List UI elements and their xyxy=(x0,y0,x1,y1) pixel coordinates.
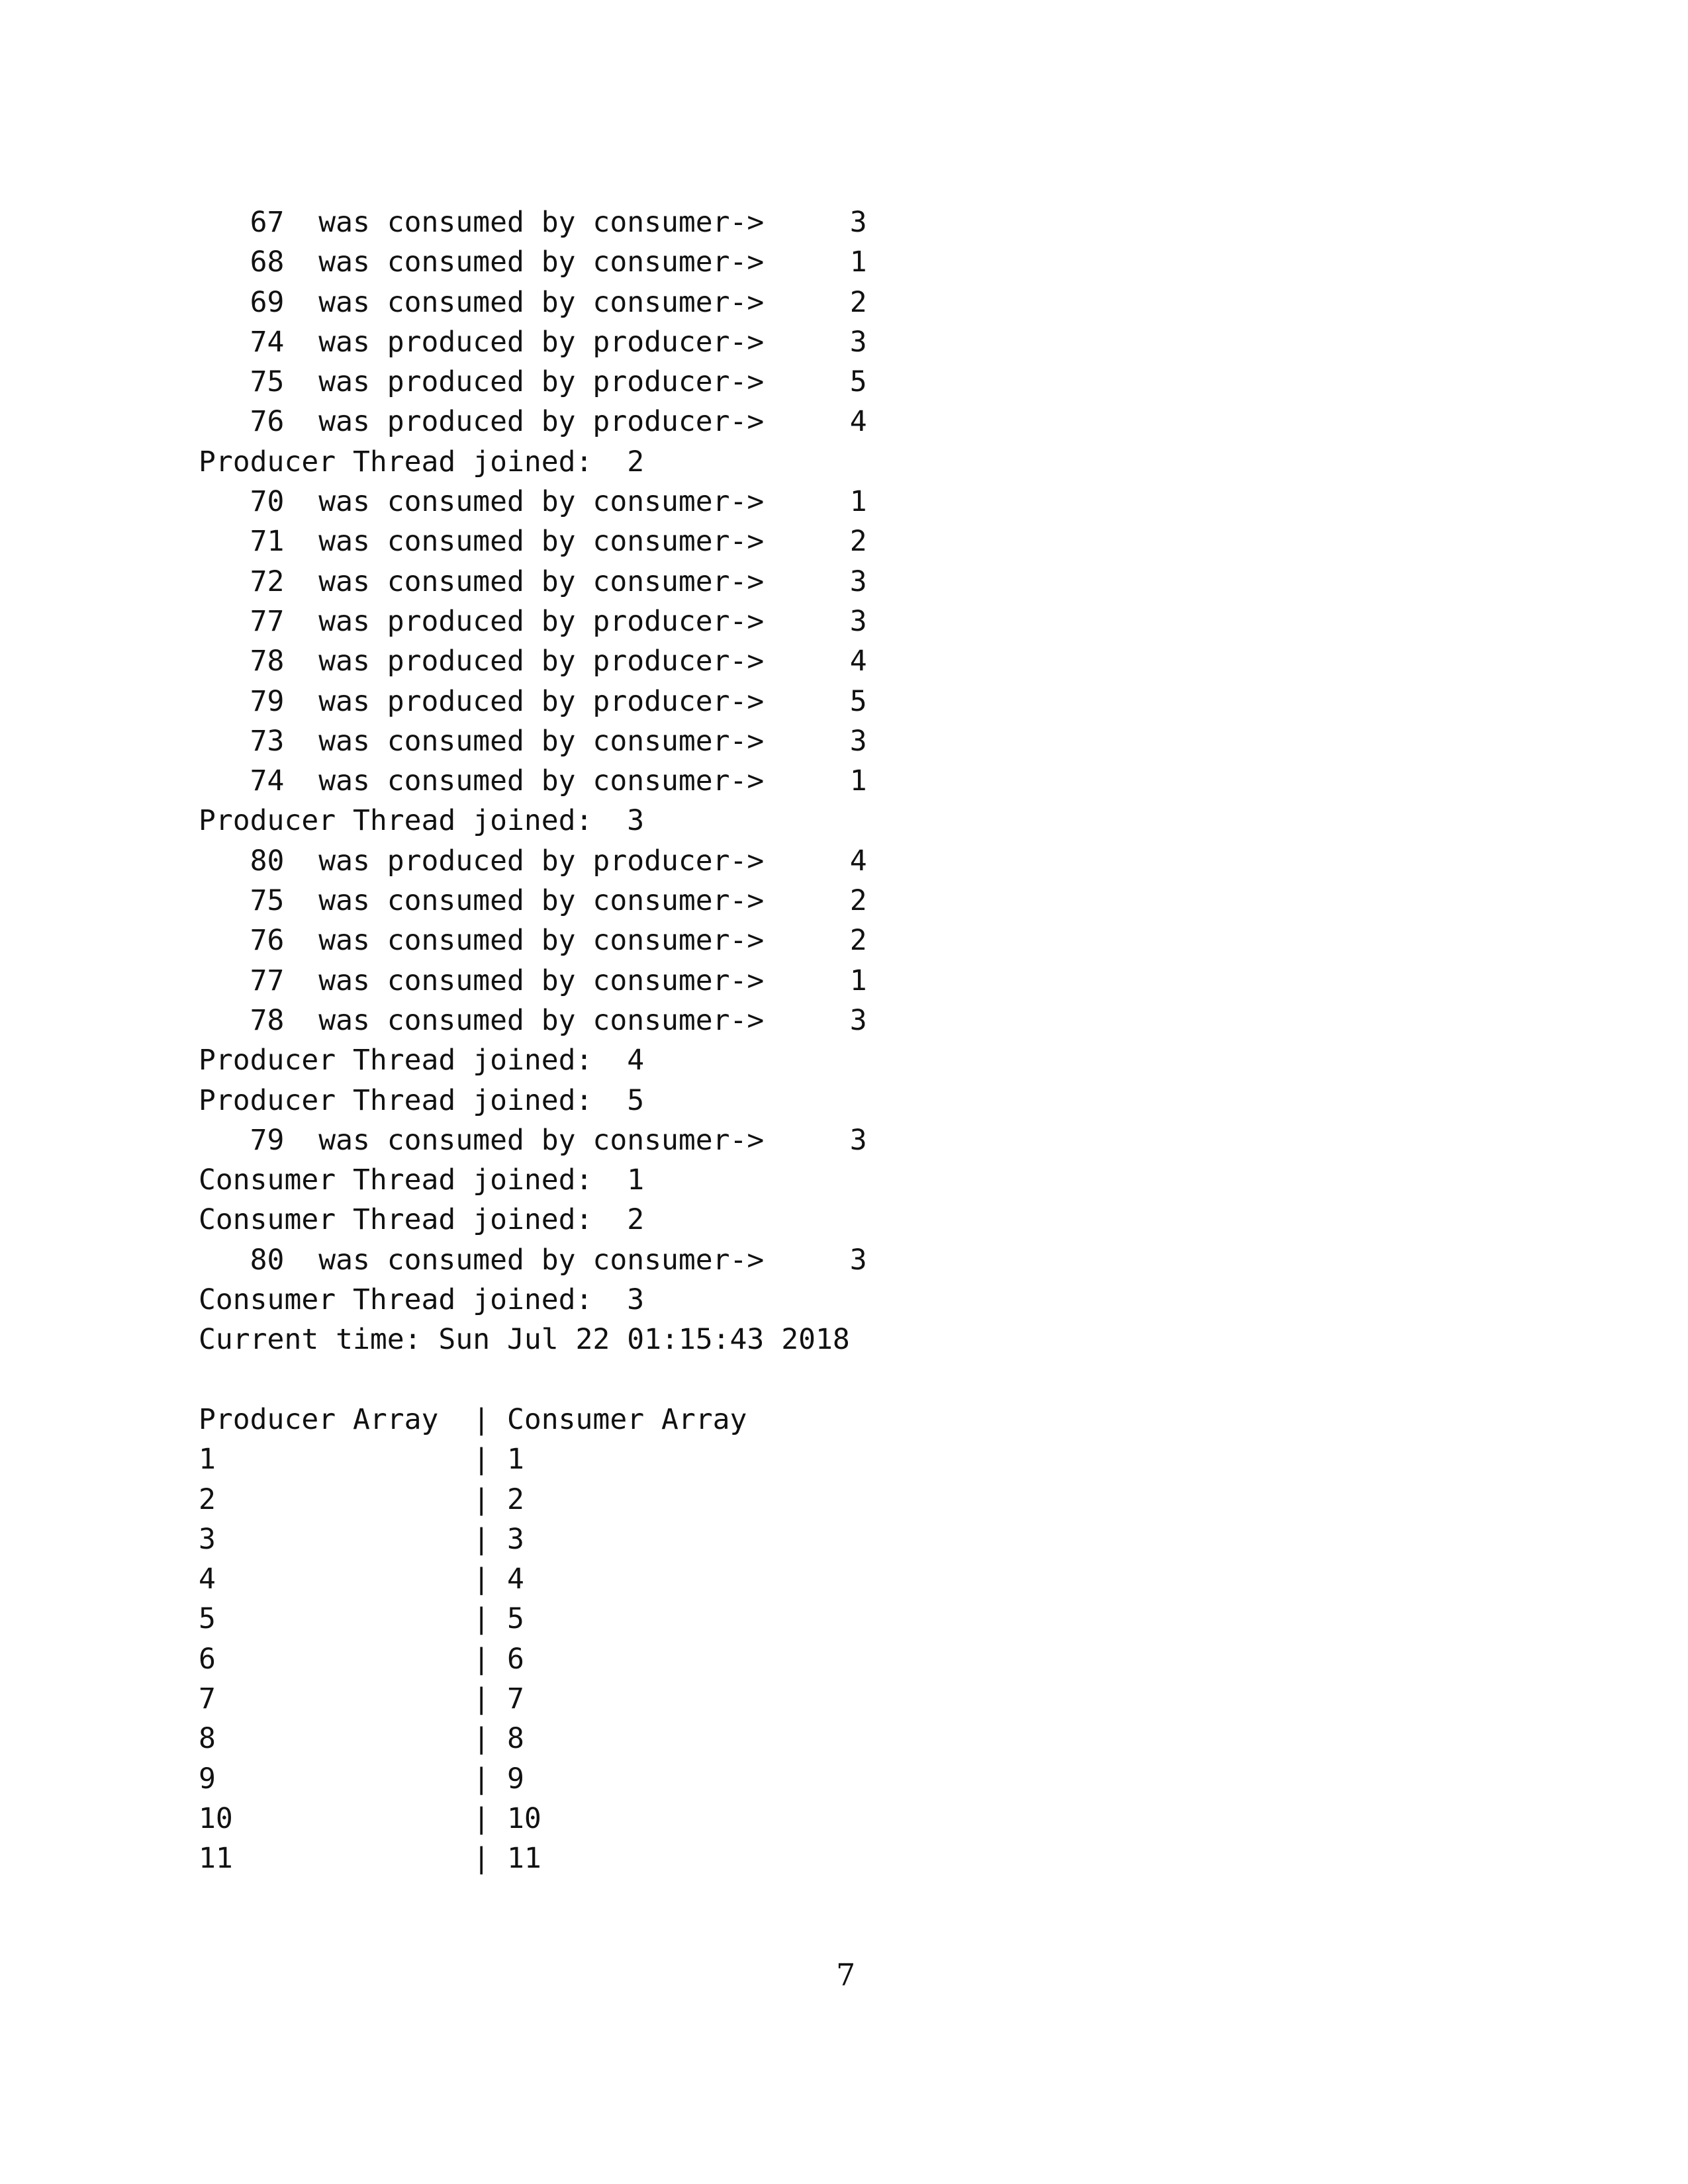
blank-line xyxy=(199,1360,867,1400)
output-line: 80 was consumed by consumer-> 3 xyxy=(199,1243,867,1277)
array-table-row: 11 | 11 xyxy=(199,1842,541,1876)
output-line: 74 was consumed by consumer-> 1 xyxy=(199,764,867,798)
output-line: Consumer Thread joined: 1 xyxy=(199,1163,645,1197)
output-line: 75 was consumed by consumer-> 2 xyxy=(199,884,867,918)
output-line: Consumer Thread joined: 3 xyxy=(199,1283,645,1317)
output-line: 76 was consumed by consumer-> 2 xyxy=(199,924,867,958)
output-line: 76 was produced by producer-> 4 xyxy=(199,405,867,439)
array-table-row: 9 | 9 xyxy=(199,1762,524,1796)
output-line: Consumer Thread joined: 2 xyxy=(199,1203,645,1237)
array-table-row: 8 | 8 xyxy=(199,1722,524,1756)
output-line: Producer Thread joined: 3 xyxy=(199,804,645,838)
output-line: 78 was produced by producer-> 4 xyxy=(199,645,867,678)
output-line: 77 was produced by producer-> 3 xyxy=(199,604,867,638)
output-line: 70 was consumed by consumer-> 1 xyxy=(199,485,867,519)
array-table-row: 3 | 3 xyxy=(199,1522,524,1556)
output-line: 75 was produced by producer-> 5 xyxy=(199,365,867,399)
output-line: Producer Thread joined: 4 xyxy=(199,1044,645,1077)
output-line: 72 was consumed by consumer-> 3 xyxy=(199,565,867,598)
output-line: 78 was consumed by consumer-> 3 xyxy=(199,1003,867,1037)
array-table-row: 5 | 5 xyxy=(199,1602,524,1636)
array-table-header: Producer Array | Consumer Array xyxy=(199,1402,747,1436)
array-table-row: 6 | 6 xyxy=(199,1642,524,1676)
output-line: 73 was consumed by consumer-> 3 xyxy=(199,724,867,758)
output-line: 67 was consumed by consumer-> 3 xyxy=(199,206,867,239)
output-line: Producer Thread joined: 5 xyxy=(199,1083,645,1117)
array-table-row: 7 | 7 xyxy=(199,1682,524,1715)
program-output-listing xyxy=(199,203,867,1878)
output-line: 71 was consumed by consumer-> 2 xyxy=(199,525,867,559)
page-number: 7 xyxy=(836,1957,856,1993)
output-line: 79 was consumed by consumer-> 3 xyxy=(199,1123,867,1157)
array-table-row: 1 | 1 xyxy=(199,1443,524,1477)
array-table-row: 2 | 2 xyxy=(199,1482,524,1516)
output-line: Producer Thread joined: 2 xyxy=(199,445,645,478)
output-line: 77 was consumed by consumer-> 1 xyxy=(199,964,867,997)
output-line: Current time: Sun Jul 22 01:15:43 2018 xyxy=(199,1323,850,1357)
output-line: 80 was produced by producer-> 4 xyxy=(199,844,867,878)
array-table-row: 10 | 10 xyxy=(199,1801,541,1835)
output-line: 69 was consumed by consumer-> 2 xyxy=(199,285,867,319)
array-table-row: 4 | 4 xyxy=(199,1563,524,1596)
output-line: 74 was produced by producer-> 3 xyxy=(199,325,867,359)
output-line: 68 was consumed by consumer-> 1 xyxy=(199,246,867,279)
output-line: 79 was produced by producer-> 5 xyxy=(199,684,867,718)
